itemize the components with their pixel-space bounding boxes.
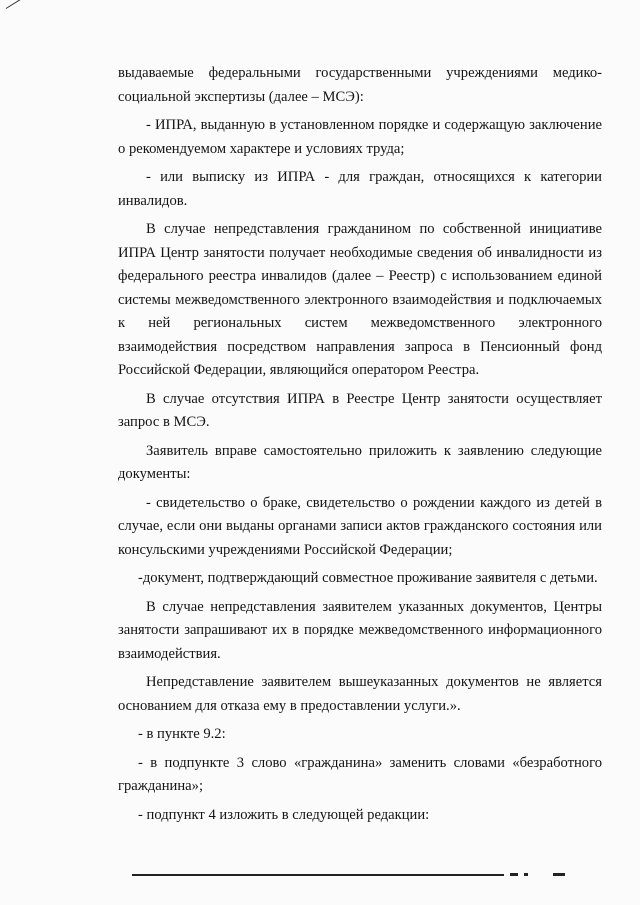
- paragraph-ipra-extract: - или выписку из ИПРА - для граждан, относящихся к категории инвалидов.: [118, 169, 602, 209]
- paragraph-marriage-birth-certificates: - свидетельство о браке, свидетельство о рождении каждого из детей в случае, если они выданы органами записи актов гражданского состояния или консульскими учреждениями Российской Федерации;: [118, 494, 602, 558]
- paragraph-applicant-documents: Заявитель вправе самостоятельно приложить к заявлению следующие документы:: [118, 442, 602, 482]
- paragraph-subclause-3: - в подпункте 3 слово «гражданина» заменить словами «безработного гражданина»;: [118, 754, 602, 794]
- bottom-scan-dash-right: [553, 873, 565, 876]
- document-text-body: [118, 62, 602, 832]
- paragraph-registry-request: В случае непредставления гражданином по собственной инициативе ИПРА Центр занятости получает необходимые сведения об инвалидности из федерального реестра инвалидов (далее – Реестр) с использованием единой системы межведомственного электронного взаимодействия и подключаемых к ней региональных систем межведомственного электронного взаимодействия посредством направления запроса в Пенсионный фонд Российской Федерации, являющийся оператором Реестра.: [118, 221, 602, 378]
- paragraph-clause-9-2: - в пункте 9.2:: [138, 726, 226, 742]
- paragraph-subclause-4: - подпункт 4 изложить в следующей редакции:: [138, 806, 430, 823]
- paragraph-cohabitation-document: -документ, подтверждающий совместное проживание заявителя с детьми.: [138, 570, 598, 586]
- bottom-scan-line: [132, 874, 504, 876]
- bottom-scan-dot: [524, 873, 528, 876]
- paragraph-mse-intro: выдаваемые федеральными государственными учреждениями медико-социальной экспертизы (далее – МСЭ):: [118, 65, 602, 105]
- paragraph-mse-request: В случае отсутствия ИПРА в Реестре Центр занятости осуществляет запрос в МСЭ.: [118, 390, 602, 430]
- bottom-scan-dash: [510, 873, 518, 876]
- paragraph-not-grounds-for-refusal: Непредставление заявителем вышеуказанных документов не является основанием для отказа ему в предоставлении услуги.».: [118, 674, 602, 714]
- paragraph-interagency-request: В случае непредставления заявителем указанных документов, Центры занятости запрашивают их в порядке межведомственного информационного взаимодействия.: [118, 598, 602, 662]
- paragraph-ipra-issued: - ИПРА, выданную в установленном порядке и содержащую заключение о рекомендуемом характере и условиях труда;: [118, 117, 602, 157]
- scan-artifact-mark: [6, 0, 30, 9]
